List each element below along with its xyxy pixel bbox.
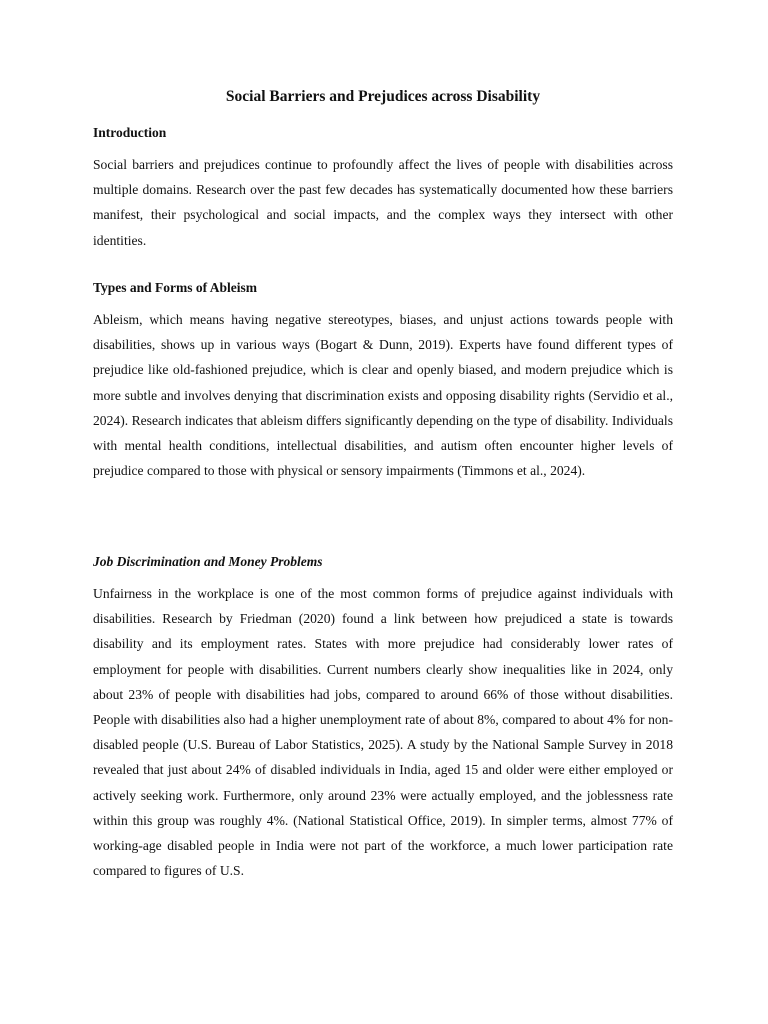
heading-job-discrimination: Job Discrimination and Money Problems [93, 554, 323, 569]
document-title: Social Barriers and Prejudices across Disability [225, 88, 541, 105]
heading-introduction: Introduction [93, 125, 167, 140]
paragraph-types-of-ableism: Ableism, which means having negative stereotypes, biases, and unjust actions towards people with disabilities, shows up in various ways (Bogart & Dunn, 2019). Experts have found different types of prejudice like old-fashioned prejudice, which is clear and openly biased, and modern prejudice which is more subtle and involves denying that discrimination exists and opposing disability rights (Servidio et al., 2024). Research indicates that ableism differs significantly depending on the type of disability. Individuals with mental health conditions, intellectual disabilities, and autism often encounter higher levels of prejudice compared to those with physical or sensory impairments (Timmons et al., 2024). [93, 312, 673, 479]
heading-types-of-ableism: Types and Forms of Ableism [93, 280, 258, 295]
paragraph-job-discrimination: Unfairness in the workplace is one of the most common forms of prejudice against individuals with disabilities. Research by Friedman (2020) found a link between how prejudiced a state is towards disability and its employment rates. States with more prejudice had considerably lower rates of employment for people with disabilities. Current numbers clearly show inequalities like in 2024, only about 23% of people with disabilities had jobs, compared to around 66% of those without disabilities. People with disabilities also had a higher unemployment rate of about 8%, compared to about 4% for non-disabled people (U.S. Bureau of Labor Statistics, 2025). A study by the National Sample Survey in 2018 revealed that just about 24% of disabled individuals in India, aged 15 and older were either employed or actively seeking work. Furthermore, only around 23% were actually employed, and the joblessness rate within this group was roughly 4%. (National Statistical Office, 2019). In simpler terms, almost 77% of working-age disabled people in India were not part of the workforce, a much lower participation rate compared to figures of U.S. [93, 586, 673, 879]
paragraph-introduction: Social barriers and prejudices continue to profoundly affect the lives of people with disabilities across multiple domains. Research over the past few decades has systematically documented how these barriers manifest, their psychological and social impacts, and the complex ways they intersect with other identities. [93, 157, 673, 248]
